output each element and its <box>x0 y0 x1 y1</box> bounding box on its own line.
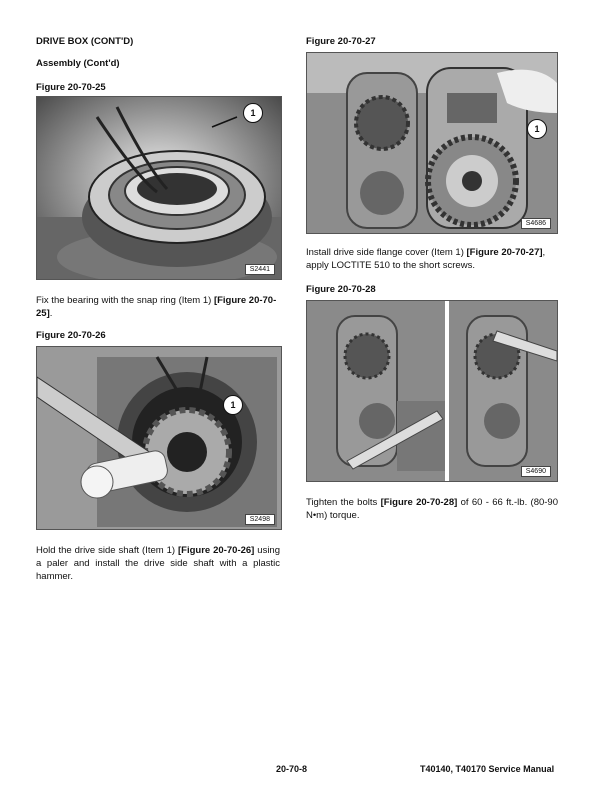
section-heading: DRIVE BOX (CONT'D) <box>36 36 134 47</box>
paragraph-drive-shaft: Hold the drive side shaft (Item 1) [Figure 20-70-26] using a paler and install the drive side shaft with a plastic hammer. <box>36 545 280 582</box>
paragraph-snap-ring: Fix the bearing with the snap ring (Item 1) [Figure 20-70-25]. <box>36 295 277 319</box>
section-subheading: Assembly (Cont'd) <box>36 58 120 69</box>
figure-20-70-27-photo <box>306 52 558 234</box>
callout-1: 1 <box>527 119 547 139</box>
paragraph-flange-cover: Install drive side flange cover (Item 1) [Figure 20-70-27], apply LOCTITE 510 to the short screws. <box>306 247 546 271</box>
figure-code: S4690 <box>521 466 551 477</box>
callout-1: 1 <box>223 395 243 415</box>
manual-title: T40140, T40170 Service Manual <box>420 764 555 774</box>
figure-code: S2441 <box>245 264 275 275</box>
callout-1: 1 <box>243 103 263 123</box>
figure-20-70-25-photo <box>36 96 282 280</box>
figure-20-70-28-photo <box>306 300 558 482</box>
figure-code: S4686 <box>521 218 551 229</box>
page-number: 20-70-8 <box>276 764 308 774</box>
figure-code: S2498 <box>245 514 275 525</box>
paragraph-tighten-bolts: Tighten the bolts [Figure 20-70-28] of 60 - 66 ft.-lb. (80-90 N•m) torque. <box>306 497 558 521</box>
figure-title-27: Figure 20-70-27 <box>306 36 376 47</box>
figure-20-70-26-photo <box>36 346 282 530</box>
figure-title-28: Figure 20-70-28 <box>306 284 376 295</box>
figure-title-25: Figure 20-70-25 <box>36 82 106 93</box>
figure-title-26: Figure 20-70-26 <box>36 330 106 341</box>
